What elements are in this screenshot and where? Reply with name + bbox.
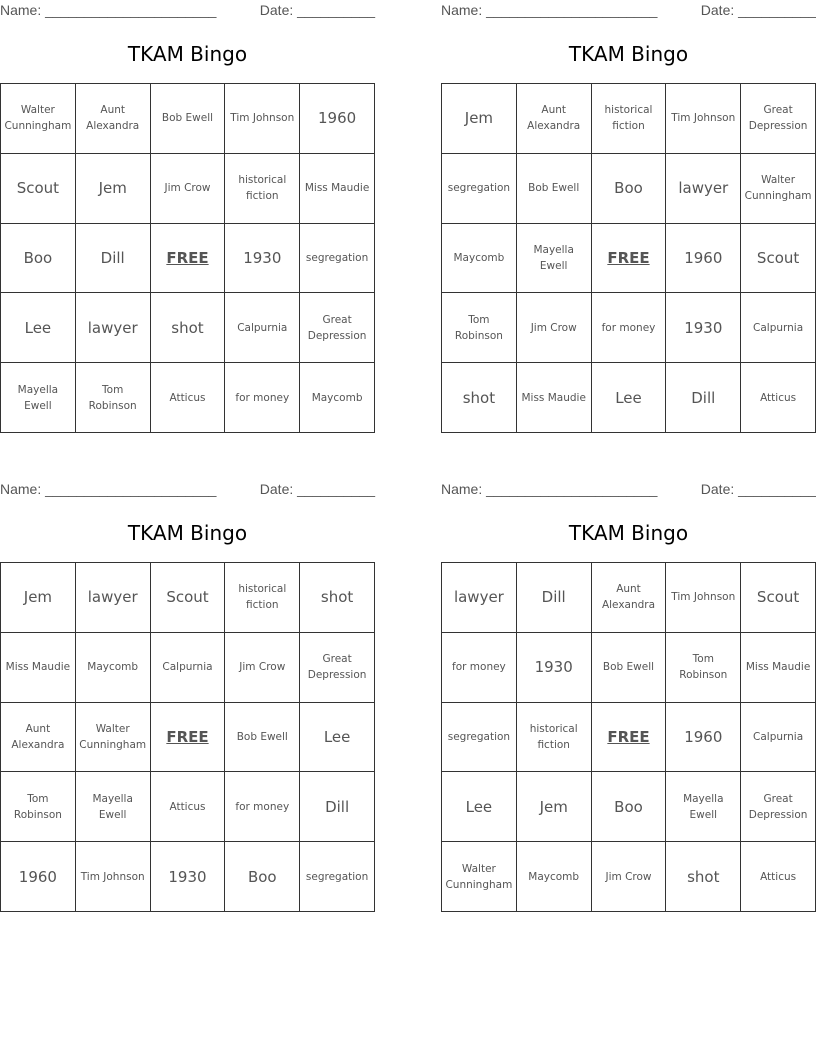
bingo-cell: Tim Johnson: [75, 842, 150, 912]
bingo-cell: segregation: [442, 702, 517, 772]
bingo-cell: Scout: [741, 563, 816, 633]
bingo-grid: [0, 562, 375, 912]
name-field: Name: ______________________: [441, 2, 658, 18]
bingo-cell: Tom Robinson: [442, 293, 517, 363]
bingo-cell: Dill: [666, 363, 741, 433]
bingo-cell: Boo: [591, 772, 666, 842]
bingo-cell: historical fiction: [591, 84, 666, 154]
bingo-cell: Jim Crow: [591, 842, 666, 912]
bingo-row: [442, 153, 816, 223]
bingo-cell: shot: [442, 363, 517, 433]
bingo-cell: Dill: [75, 223, 150, 293]
bingo-row: [1, 563, 375, 633]
bingo-cell: Miss Maudie: [516, 363, 591, 433]
bingo-cell: Tom Robinson: [75, 363, 150, 433]
bingo-row: [1, 363, 375, 433]
bingo-row: [1, 772, 375, 842]
date-field: Date: __________: [259, 2, 375, 18]
bingo-row: [1, 84, 375, 154]
bingo-cell: 1930: [225, 223, 300, 293]
bingo-cell: Maycomb: [300, 363, 375, 433]
bingo-cell: lawyer: [442, 563, 517, 633]
bingo-cell: Maycomb: [442, 223, 517, 293]
bingo-cell: Mayella Ewell: [666, 772, 741, 842]
bingo-cell: Aunt Alexandra: [591, 563, 666, 633]
card-title: TKAM Bingo: [127, 42, 248, 66]
bingo-cell: 1960: [300, 84, 375, 154]
bingo-row: [442, 223, 816, 293]
card-header: [441, 0, 816, 20]
free-space: FREE: [150, 223, 225, 293]
card-title: TKAM Bingo: [568, 42, 689, 66]
bingo-cell: lawyer: [75, 563, 150, 633]
bingo-cell: 1960: [666, 702, 741, 772]
bingo-cell: Calpurnia: [150, 632, 225, 702]
bingo-cell: Scout: [741, 223, 816, 293]
bingo-row: [1, 632, 375, 702]
bingo-cell: segregation: [300, 842, 375, 912]
bingo-cell: Calpurnia: [225, 293, 300, 363]
bingo-row: [1, 223, 375, 293]
bingo-cell: Mayella Ewell: [516, 223, 591, 293]
bingo-cell: Great Depression: [300, 293, 375, 363]
bingo-cell: Great Depression: [741, 84, 816, 154]
bingo-cell: Miss Maudie: [300, 153, 375, 223]
bingo-cell: Mayella Ewell: [1, 363, 76, 433]
bingo-cell: Atticus: [150, 772, 225, 842]
bingo-cell: Tim Johnson: [666, 563, 741, 633]
bingo-grid: [441, 562, 816, 912]
bingo-cell: Great Depression: [300, 632, 375, 702]
bingo-cell: lawyer: [75, 293, 150, 363]
date-field: Date: __________: [259, 481, 375, 497]
name-field: Name: ______________________: [0, 2, 217, 18]
bingo-cell: shot: [666, 842, 741, 912]
bingo-cell: Calpurnia: [741, 702, 816, 772]
bingo-cell: 1960: [666, 223, 741, 293]
bingo-row: [442, 84, 816, 154]
bingo-cell: Aunt Alexandra: [516, 84, 591, 154]
bingo-cell: Tim Johnson: [666, 84, 741, 154]
bingo-cell: Bob Ewell: [150, 84, 225, 154]
bingo-cell: 1930: [516, 632, 591, 702]
bingo-cell: shot: [150, 293, 225, 363]
bingo-row: [1, 153, 375, 223]
bingo-row: [442, 293, 816, 363]
card-title: TKAM Bingo: [568, 521, 689, 545]
bingo-cell: historical fiction: [225, 563, 300, 633]
bingo-cell: Boo: [225, 842, 300, 912]
bingo-cell: Aunt Alexandra: [1, 702, 76, 772]
bingo-cell: Boo: [591, 153, 666, 223]
bingo-row: [442, 842, 816, 912]
bingo-cell: Walter Cunningham: [1, 84, 76, 154]
bingo-cell: shot: [300, 563, 375, 633]
bingo-cell: Boo: [1, 223, 76, 293]
bingo-cell: Lee: [442, 772, 517, 842]
bingo-grid: [441, 83, 816, 433]
card-header: [441, 479, 816, 499]
bingo-cell: Walter Cunningham: [442, 842, 517, 912]
bingo-cell: Tom Robinson: [666, 632, 741, 702]
bingo-cell: Bob Ewell: [225, 702, 300, 772]
bingo-cell: for money: [442, 632, 517, 702]
bingo-cell: Maycomb: [75, 632, 150, 702]
bingo-cell: for money: [225, 772, 300, 842]
bingo-card: [0, 479, 375, 919]
bingo-row: [1, 842, 375, 912]
bingo-cell: Miss Maudie: [1, 632, 76, 702]
bingo-cell: Lee: [1, 293, 76, 363]
bingo-cell: Bob Ewell: [516, 153, 591, 223]
free-space: FREE: [150, 702, 225, 772]
card-header: [0, 0, 375, 20]
bingo-cell: Aunt Alexandra: [75, 84, 150, 154]
bingo-cell: Jem: [442, 84, 517, 154]
bingo-cell: Dill: [300, 772, 375, 842]
bingo-cell: Maycomb: [516, 842, 591, 912]
bingo-row: [442, 772, 816, 842]
bingo-grid: [0, 83, 375, 433]
card-header: [0, 479, 375, 499]
bingo-cell: Great Depression: [741, 772, 816, 842]
bingo-row: [442, 363, 816, 433]
bingo-cell: for money: [225, 363, 300, 433]
bingo-cell: for money: [591, 293, 666, 363]
bingo-cell: Atticus: [741, 842, 816, 912]
bingo-cell: Jim Crow: [150, 153, 225, 223]
bingo-cell: Jem: [1, 563, 76, 633]
bingo-row: [442, 702, 816, 772]
card-title: TKAM Bingo: [127, 521, 248, 545]
bingo-cell: Walter Cunningham: [741, 153, 816, 223]
bingo-cell: 1930: [150, 842, 225, 912]
bingo-cell: Mayella Ewell: [75, 772, 150, 842]
bingo-row: [442, 563, 816, 633]
bingo-row: [442, 632, 816, 702]
bingo-cell: Lee: [591, 363, 666, 433]
bingo-cell: historical fiction: [225, 153, 300, 223]
bingo-row: [1, 702, 375, 772]
name-field: Name: ______________________: [441, 481, 658, 497]
bingo-cell: Jem: [516, 772, 591, 842]
bingo-cell: Jem: [75, 153, 150, 223]
bingo-cell: Dill: [516, 563, 591, 633]
bingo-cell: Jim Crow: [516, 293, 591, 363]
bingo-cell: Tim Johnson: [225, 84, 300, 154]
bingo-cell: Jim Crow: [225, 632, 300, 702]
bingo-row: [1, 293, 375, 363]
bingo-cell: Lee: [300, 702, 375, 772]
bingo-cell: Atticus: [150, 363, 225, 433]
bingo-cell: Miss Maudie: [741, 632, 816, 702]
bingo-cell: segregation: [300, 223, 375, 293]
bingo-cell: 1960: [1, 842, 76, 912]
bingo-cell: Calpurnia: [741, 293, 816, 363]
date-field: Date: __________: [700, 481, 816, 497]
bingo-cell: segregation: [442, 153, 517, 223]
bingo-cell: 1930: [666, 293, 741, 363]
free-space: FREE: [591, 702, 666, 772]
bingo-cell: Walter Cunningham: [75, 702, 150, 772]
bingo-cell: Scout: [1, 153, 76, 223]
date-field: Date: __________: [700, 2, 816, 18]
bingo-cell: Atticus: [741, 363, 816, 433]
free-space: FREE: [591, 223, 666, 293]
bingo-card: [441, 0, 816, 440]
bingo-cell: Scout: [150, 563, 225, 633]
name-field: Name: ______________________: [0, 481, 217, 497]
bingo-cell: lawyer: [666, 153, 741, 223]
bingo-cell: Bob Ewell: [591, 632, 666, 702]
bingo-card: [0, 0, 375, 440]
bingo-card: [441, 479, 816, 919]
bingo-cell: historical fiction: [516, 702, 591, 772]
bingo-cell: Tom Robinson: [1, 772, 76, 842]
